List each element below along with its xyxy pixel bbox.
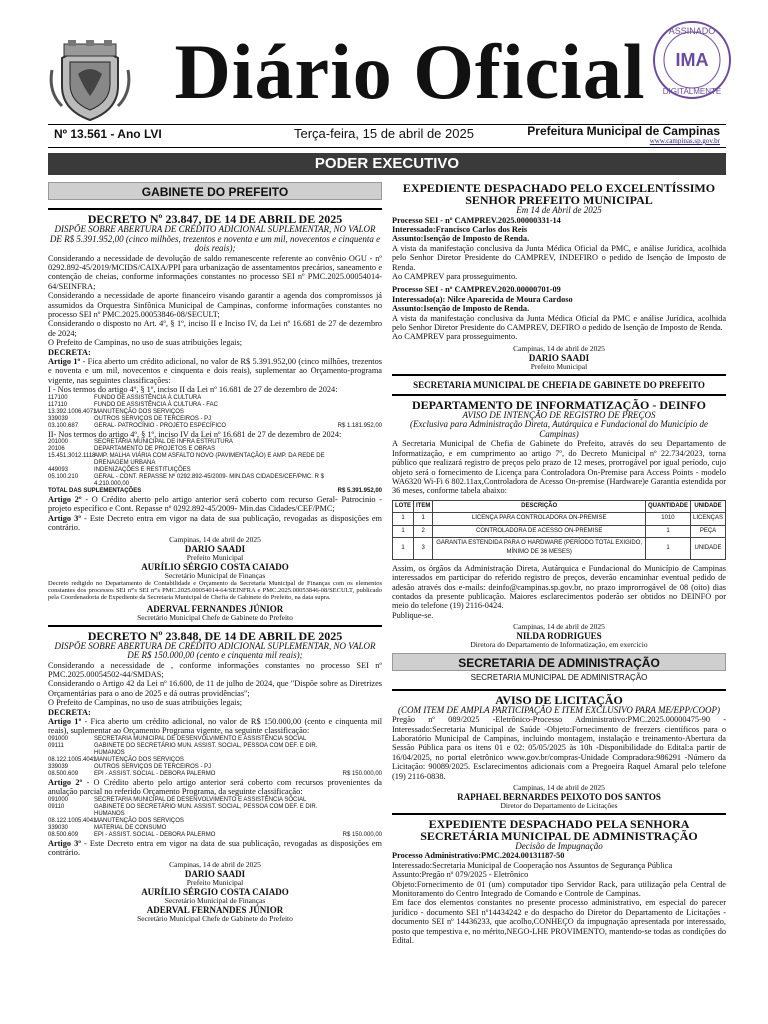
executive-power-banner: PODER EXECUTIVO xyxy=(48,153,726,175)
deinfo-paragraph: A Secretaria Municipal de Chefia de Gabinete do Prefeito, através do seu Departamento de Informatização, e em cumprimento ao artigo 7º, do Decreto Municipal nº 22.734/2023, torna público que realizará registro de preços pelo prazo de 12 meses, prorrogável por igual período, cujo objeto será o fornecimento de Licença para Controladora On-Premise para Access Points - modelo WA6320 Wi-Fi 6 802.11ax,Controladora de Acesso On-premise (Hardware)e Garantia estendida por 36 meses, conforme tabela abaixo: xyxy=(392,439,726,496)
classification-code: 117100 xyxy=(48,394,68,401)
classification-val xyxy=(326,409,382,416)
process-number: Processo SEI - nº CAMPREV.2025.00000331-14 xyxy=(392,215,561,225)
decree-1-paragraph: O Prefeito de Campinas, no uso de suas atribuições legais; xyxy=(48,338,243,348)
table-header-quantity: QUANTIDADE xyxy=(645,500,690,512)
classification-val xyxy=(326,467,382,474)
left-column xyxy=(48,182,382,923)
decree-2-article-2 xyxy=(48,778,382,797)
classification-code: 339039 xyxy=(48,415,69,422)
article-label: Artigo 1º xyxy=(48,717,82,727)
classification-desc: DEPARTAMENTO DE PROJETOS E OBRAS xyxy=(94,446,216,452)
classification-row xyxy=(48,832,382,839)
classification-row xyxy=(48,797,382,804)
classification-val xyxy=(326,402,382,409)
right-column xyxy=(392,182,726,946)
table-cell: LICENÇAS xyxy=(690,513,725,525)
classification-desc: OUTROS SERVIÇOS DE TERCEIROS - PJ xyxy=(94,763,212,770)
classification-row xyxy=(48,757,382,764)
section-subheader-administracao: SECRETARIA MUNICIPAL DE ADMINISTRAÇÃO xyxy=(470,673,648,683)
classification-row xyxy=(48,743,382,757)
table-cell: CONTROLADORA DE ACESSO ON-PREMISE xyxy=(433,525,646,537)
classification-desc: GABINETE DO SECRETÁRIO MUN. ASSIST. SOCIAL, PESSOA COM DEF. E DIR. HUMANOS xyxy=(94,742,318,756)
signatory-role: Secretário Municipal de Finanças xyxy=(164,570,266,580)
classification-desc: GERAL - CONT. REPASSE Nº 0292.892-45/2009- MIN.DAS CIDADES/CEF/PMC. R $ 4.210.000,00 xyxy=(94,474,324,487)
city-crest-icon xyxy=(48,40,132,122)
process-interested: Interessado:Francisco Carlos dos Reis xyxy=(392,224,528,234)
process-subject: Assunto:Isenção de Imposto de Renda. xyxy=(392,234,530,244)
classification-val xyxy=(326,743,382,757)
signatory-role: Secretário Municipal Chefe de Gabinete do Prefeito xyxy=(137,913,293,923)
decree-2-signatures xyxy=(48,861,382,923)
table-row xyxy=(393,513,726,525)
classification-row xyxy=(48,474,382,488)
signatory-name: DARIO SAADI xyxy=(184,868,246,879)
process-interested: Interessado:Secretaria Municipal de Cooperação nos Assuntos de Segurança Pública xyxy=(392,860,673,870)
signatory-role: Secretário Municipal Chefe de Gabinete do Prefeito xyxy=(137,612,293,622)
classification-val xyxy=(326,439,382,446)
decree-2-paragraph: Considerando o Artigo 42 da Lei nº 16.600, de 11 de julho de 2024, que "Dispõe sobre as Diretrizes Orçamentárias para o ano de 2025 e dá outras providências"; xyxy=(48,679,382,698)
deinfo-subtitle: AVISO DE INTENÇÃO DE REGISTRO DE PREÇOS xyxy=(462,409,656,420)
decree-1-classification-table-2 xyxy=(48,439,382,488)
signatory-name: ADERVAL FERNANDES JÚNIOR xyxy=(146,603,284,614)
signatory-role: Secretário Municipal de Finanças xyxy=(164,895,266,905)
table-cell: 1 xyxy=(645,525,690,537)
article-label: Artigo 2º xyxy=(48,495,82,504)
process-end: Ao CAMPREV para prosseguimento. xyxy=(392,271,518,281)
table-cell: 1010 xyxy=(645,513,690,525)
classification-row xyxy=(48,771,382,778)
publisher-url[interactable]: www.campinas.sp.gov.br xyxy=(649,137,720,145)
decree-2-title: DECRETO Nº 23.848, DE 14 DE ABRIL DE 2025 xyxy=(87,628,343,643)
divider xyxy=(392,813,726,815)
table-header-item: ITEM xyxy=(414,500,433,512)
process-end: Ao CAMPREV para prosseguimento. xyxy=(392,332,518,342)
process-text: Em face dos elementos constantes no presente processo administrativo, em especial do parecer jurídico - documento SEI nº14434242 e do despacho do Diretor do Departamento de Licitações - documento SEI nº 14436233, que acolho,CONHEÇO da impugnação apresentada por interessado, posto que tempestiva e, no mérito,NEGO-LHE PROVIMENTO, mantendo-se todas as condições do Edital. xyxy=(392,898,726,946)
classification-val xyxy=(326,446,382,453)
signatory-role: Diretor do Departamento de Licitações xyxy=(500,800,618,810)
classification-desc: EPI - ASSIST. SOCIAL - DEBORA PALERMO xyxy=(94,831,216,838)
classification-code: 339030 xyxy=(48,824,69,831)
decree-1-article-1 xyxy=(48,357,382,385)
classification-code: 449093 xyxy=(48,467,69,473)
aviso-title: AVISO DE LICITAÇÃO xyxy=(495,692,623,707)
classification-code: 091000 xyxy=(48,735,69,742)
article-text: - Fica aberto um crédito adicional, no valor de R$ 150.000,00 (cento e cinquenta mil reais), suplementar ao Orçamento Programa vigente, na seguinte classificação: xyxy=(48,717,382,736)
classification-desc: GABINETE DO SECRETÁRIO MUN. ASSIST. SOCIAL, PESSOA COM DEF. E DIR. HUMANOS xyxy=(94,803,318,817)
classification-val xyxy=(326,395,382,402)
decree-1-paragraph: Considerando o disposto no Art. 4º, § 1º, inciso II e Inciso IV, da Lei nº 16.681 de 27 de dezembro de 2024; xyxy=(48,319,382,338)
digital-signature-seal-icon xyxy=(650,18,734,102)
signatory-name: AURÍLIO SÉRGIO COSTA CAIADO xyxy=(141,561,289,572)
table-cell: 2 xyxy=(414,525,433,537)
signatory-name: NILDA RODRIGUES xyxy=(516,631,602,642)
classification-val: R$ 150.000,00 xyxy=(342,831,382,838)
classification-row xyxy=(48,736,382,743)
decree-2-paragraph: Considerando a necessidade de , conforme informações constantes no processo SEI nº PMC.2025.00054502-44/SMDAS; xyxy=(48,660,382,680)
classification-desc: SECRETARIA MUNICIPAL DE DESENVOLVIMENTO E ASSISTÊNCIA SOCIAL xyxy=(94,796,307,803)
classification-code: 08.500.609 xyxy=(48,831,79,838)
classification-val xyxy=(326,818,382,825)
classification-row xyxy=(48,825,382,832)
table-cell: 1 xyxy=(393,525,414,537)
masthead-info-bar xyxy=(48,124,726,148)
svg-text:ASSINADO: ASSINADO xyxy=(668,26,716,36)
deinfo-publish: Publique-se. xyxy=(392,610,434,620)
decree-2-article-1 xyxy=(48,717,382,736)
classification-val: R$ 1.181.952,00 xyxy=(337,422,382,429)
signatory-role: Diretora do Departamento de Informatização, em exercício xyxy=(470,640,648,650)
classification-row xyxy=(48,818,382,825)
process-text: A vista da manifestação conclusiva da Junta Médica Oficial da PMC, e análise Jurídica, acolhida pelo Senhor Diretor Presidente do CAMPREV, INDEFIRO o pedido de Isenção de Imposto de Renda. xyxy=(392,243,726,272)
newspaper-title: Diário Oficial xyxy=(174,28,646,115)
classification-row xyxy=(48,467,382,474)
table-cell: 1 xyxy=(645,537,690,559)
classification-code: 117110 xyxy=(48,401,68,408)
table-header-description: DESCRIÇÃO xyxy=(433,500,646,512)
signature-place-date: Campinas, 14 de abril de 2025 xyxy=(513,343,605,353)
article-text: - Este Decreto entra em vigor na data de sua publicação, revogadas as disposições em contrário. xyxy=(48,838,383,858)
expedient-secretaria-title: EXPEDIENTE DESPACHADO PELA SENHORA SECRETÁRIA MUNICIPAL DE ADMINISTRAÇÃO xyxy=(420,816,698,843)
table-header-unit: UNIDADE xyxy=(690,500,725,512)
publisher-name: Prefeitura Municipal de Campinas xyxy=(527,124,720,138)
article-text: - Fica aberto um crédito adicional, no valor de R$ 5.391.952,00 (cinco milhões, trezentos e noventa e um mil, novecentos e cinquenta e dois reais), suplementar ao Orçamento-programa vigente, nas seguintes classificações: xyxy=(48,356,382,385)
signatory-name: DARIO SAADI xyxy=(528,352,590,363)
article-text: - O Crédito aberto pelo artigo anterior será coberto com recursos provenientes da anulação parcial no referido Orçamento Programa, da seguinte classificação: xyxy=(48,777,382,797)
signatory-name: DARIO SAADI xyxy=(184,543,246,554)
publication-date: Terça-feira, 15 de abril de 2025 xyxy=(294,126,474,141)
classification-row xyxy=(48,409,382,416)
classification-code: 08.122.1005.4041 xyxy=(48,817,97,824)
table-cell: LICENÇA PARA CONTROLADORA ON-PREMISE xyxy=(433,513,646,525)
svg-text:DIGITALMENTE: DIGITALMENTE xyxy=(662,87,722,96)
signatory-role: Prefeito Municipal xyxy=(186,552,244,562)
classification-val xyxy=(326,764,382,771)
expedient-prefeito-date: Em 14 de Abril de 2025 xyxy=(516,205,602,215)
expedient-prefeito-title: EXPEDIENTE DESPACHADO PELO EXCELENTÍSSIMO SENHOR PREFEITO MUNICIPAL xyxy=(402,181,716,207)
decree-1-subtitle: DISPÕE SOBRE ABERTURA DE CRÉDITO ADICIONAL SUPLEMENTAR, NO VALOR DE R$ 5.391.952,00 (cinco milhões, trezentos e noventa e um mil, novecentos e cinquenta e dois reais); xyxy=(49,224,381,253)
signature-place-date: Campinas, 14 de abril de 2025 xyxy=(513,622,605,632)
masthead xyxy=(0,0,768,150)
deinfo-signature xyxy=(392,623,726,649)
classification-desc: FUNDO DE ASSISTÊNCIA À CULTURA xyxy=(94,394,202,401)
decree-1-item-1: I - Nos termos do artigo 4º, § 1º, inciso II da Lei nº 16.681 de 27 de dezembro de 2024: xyxy=(48,385,338,395)
process-interested: Interessado(a): Nilce Aparecida de Moura Cardoso xyxy=(392,294,573,304)
table-cell: 1 xyxy=(393,537,414,559)
decree-1-total-row xyxy=(48,488,382,495)
section-header-gabinete: GABINETE DO PREFEITO xyxy=(48,182,382,200)
classification-desc: SECRETARIA MUNICIPAL DE DESENVOLVIMENTO E ASSISTÊNCIA SOCIAL xyxy=(94,735,307,742)
classification-row xyxy=(48,439,382,446)
aviso-signature xyxy=(392,784,726,810)
classification-desc: MANUTENÇÃO DOS SERVIÇOS xyxy=(94,817,184,824)
classification-desc: MATERIAL DE CONSUMO xyxy=(94,824,167,831)
article-label: Artigo 2º xyxy=(48,777,83,787)
process-number: Processo SEI - nº CAMPREV.2020.00000701-09 xyxy=(392,285,561,295)
classification-row xyxy=(48,395,382,402)
decree-2-subtitle: DISPÕE SOBRE ABERTURA DE CRÉDITO ADICIONAL SUPLEMENTAR, NO VALOR DE R$ 150.000,00 (cento e cinquenta mil reais); xyxy=(54,640,376,661)
edition-number: Nº 13.561 - Ano LVI xyxy=(54,127,162,141)
decree-1-paragraph: Considerando a necessidade de devolução de saldo remanescente referente ao convênio OGU - nº 0292.892-45/2019/MCIDS/CAIXA/PPI para urbanização de assentamentos precários, saneamento e contenção de cheias, conforme informações constantes no processo SEI nº PMC.2025.00054014-64/SEINFRA; xyxy=(48,253,382,291)
article-text: - O Crédito aberto pelo artigo anterior será coberto com recurso Geral- Patrocinio - projeto específico e Cont. Repasse nº 0292.892-45/2009- Min.das Cidades/CEF/PMC; xyxy=(48,495,382,514)
article-text: - Este Decreto entra em vigor na data de sua publicação, revogadas as disposições em contrário. xyxy=(48,513,383,533)
table-cell: GARANTIA ESTENDIDA PARA O HARDWARE (PERÍODO TOTAL EXIGIDO, MÍNIMO DE 36 MESES) xyxy=(433,537,646,559)
expedient-secretaria-subtitle: Decisão de Impugnação xyxy=(515,840,603,851)
decree-2-paragraph: O Prefeito de Campinas, no uso de suas atribuições legais; xyxy=(48,698,243,708)
process-text: A vista da manifestação conclusiva da Junta Médica Oficial da PMC e análise Jurídica, acolhida pelo Senhor Diretor Presidente do CAMPREV, DEFIRO o pedido de Isenção de Imposto de Renda. xyxy=(392,313,726,332)
classification-val xyxy=(326,804,382,818)
table-header-row xyxy=(393,500,726,512)
section-header-administracao: SECRETARIA DE ADMINISTRAÇÃO xyxy=(392,653,726,671)
svg-text:IMA: IMA xyxy=(675,50,709,70)
deinfo-subtitle-2: (Exclusiva para Administração Direta, Autárquica e Fundacional do Município de Campinas) xyxy=(410,419,708,439)
classification-code: 339039 xyxy=(48,763,69,770)
classification-val xyxy=(326,416,382,423)
signature-place-date: Campinas, 14 de abril de 2025 xyxy=(169,534,261,544)
classification-code: 20106 xyxy=(48,446,65,452)
classification-row xyxy=(48,453,382,467)
classification-desc: MANUTENÇÃO DOS SERVIÇOS xyxy=(94,756,184,763)
process-subject: Assunto:Pregão nº 079/2025 - Eletrônico xyxy=(392,870,529,880)
classification-code: 05.100.210 xyxy=(48,474,79,480)
classification-val: R$ 150.000,00 xyxy=(342,770,382,777)
classification-desc: INDENIZAÇÕES E RESTITUIÇÕES xyxy=(94,467,191,473)
classification-val xyxy=(326,453,382,467)
signature-place-date: Campinas, 14 de abril de 2025 xyxy=(169,859,261,869)
classification-desc: OUTROS SERVIÇOS DE TERCEIROS - PJ xyxy=(94,415,212,422)
classification-row xyxy=(48,423,382,430)
signatory-role: Prefeito Municipal xyxy=(186,877,244,887)
decree-1-chief-signature xyxy=(48,604,382,622)
article-label: Artigo 3º xyxy=(48,838,81,848)
divider xyxy=(392,689,726,691)
divider xyxy=(48,625,382,627)
decree-2-article-3 xyxy=(48,839,382,858)
classification-code: 08.122.1005.4041 xyxy=(48,756,97,763)
signatory-name: RAPHAEL BERNARDES PEIXOTO DOS SANTOS xyxy=(457,791,661,802)
signatory-name: AURÍLIO SÉRGIO COSTA CAIADO xyxy=(141,886,289,897)
classification-val xyxy=(326,825,382,832)
classification-desc: SECRETARIA MUNICIPAL DE INFRA ESTRUTURA xyxy=(94,439,233,445)
signatory-role: Prefeito Municipal xyxy=(530,361,588,371)
decree-1-title: DECRETO Nº 23.847, DE 14 DE ABRIL DE 2025 xyxy=(87,212,343,226)
decree-1-note: Decreto redigido no Departamento de Contabilidade e Orçamento da Secretaria Municipal de Finanças com os elementos constantes dos processos SEI nº's SEI nº's PMC.2025.00054014-64/SEINFRA e PMC.2025.00053846-08/SECULT, publicado pela Coordenadoria de Expediente da Secretaria Municipal de Chefia de Gabinete do Prefeito, na data supra. xyxy=(48,579,382,601)
decree-1-decreta: DECRETA: xyxy=(48,347,91,357)
classification-val xyxy=(326,797,382,804)
aviso-text: Pregão nº 089/2025 -Eletrônico-Processo Administrativo:PMC.2025.00000475-90 -Interessado:Secretaria Municipal de Saúde -Objeto:Fornecimento de freezers científicos para o Laboratório Municipal de Campinas, incluindo montagem, instalação e treinamento-Abertura da Sessão Pública para os itens 01 e 02: 05/05/2025 às 10h -Disponibilidade do Edital:a partir de 16/04/2025, no portal eletrônico www.gov.br/compras-Unidade Compradora:986291 -Número da Licitação: 90089/2025. Esclarecimentos adicionais com a Pregoeira Raquel Amaral pelo telefone (19) 2116-0838. xyxy=(392,715,726,781)
classification-code: 15.451.3012.1118 xyxy=(48,453,96,459)
decree-1-item-2: II- Nos termos do artigo 4º, § 1º, inciso IV da Lei nº 16.681 de 27 de dezembro de 2024: xyxy=(48,429,342,439)
classification-desc: GERAL- PATROCÍNIO - PROJETO ESPECÍFICO xyxy=(94,422,227,429)
article-label: Artigo 1º xyxy=(48,356,81,366)
classification-code: 03.100.687 xyxy=(48,422,79,429)
section-chefia-gabinete: SECRETARIA MUNICIPAL DE CHEFIA DE GABINETE DO PREFEITO xyxy=(413,379,705,390)
classification-desc: MANUTENÇÃO DOS SERVIÇOS xyxy=(94,408,184,415)
table-cell: 3 xyxy=(414,537,433,559)
signature-place-date: Campinas, 14 de abril de 2025 xyxy=(513,782,605,792)
process-object: Objeto:Fornecimento de 01 (um) computador tipo Servidor Rack, para utilização pela Central de Monitoramento do Centro Integrado de Comando e Controle de Campinas. xyxy=(392,879,726,899)
table-header-lote: LOTE xyxy=(393,500,414,512)
decree-1-article-2 xyxy=(48,495,382,514)
deinfo-items-table xyxy=(392,500,726,560)
decree-2-classification-table-1 xyxy=(48,736,382,778)
signatory-name: ADERVAL FERNANDES JÚNIOR xyxy=(146,904,284,915)
classification-desc: FUNDO DE ASSISTÊNCIA À CULTURA - FAC xyxy=(94,401,218,408)
table-cell: 1 xyxy=(393,513,414,525)
process-number: Processo Administrativo:PMC.2024.00131187-50 xyxy=(392,851,565,861)
classification-row xyxy=(48,416,382,423)
deinfo-title: DEPARTAMENTO DE INFORMATIZAÇÃO - DEINFO xyxy=(411,397,707,412)
decree-2-decreta: DECRETA: xyxy=(48,707,91,717)
decree-2-classification-table-2 xyxy=(48,797,382,839)
classification-code: 091000 xyxy=(48,796,69,803)
classification-code: 201000 xyxy=(48,439,69,445)
table-cell: UNIDADE xyxy=(690,537,725,559)
expedient-prefeito-signature xyxy=(392,345,726,371)
classification-val xyxy=(326,736,382,743)
classification-val xyxy=(326,474,382,488)
total-label: TOTAL DAS SUPLEMENTAÇÕES xyxy=(48,488,142,494)
table-cell: PEÇA xyxy=(690,525,725,537)
table-row xyxy=(393,537,726,559)
article-label: Artigo 3º xyxy=(48,513,81,523)
table-cell: 1 xyxy=(414,513,433,525)
decree-1-classification-table-1 xyxy=(48,395,382,430)
aviso-subtitle: (COM ITEM DE AMPLA PARTICIPAÇÃO E ITEM EXCLUSIVO PARA ME/EPP/COOP) xyxy=(398,704,720,715)
classification-desc: EPI - ASSIST. SOCIAL - DEBORA PALERMO xyxy=(94,770,216,777)
divider xyxy=(48,208,382,210)
total-value: R$ 5.391.952,00 xyxy=(337,488,382,494)
classification-row xyxy=(48,446,382,453)
classification-code: 08.500.609 xyxy=(48,770,79,777)
decree-1-article-3 xyxy=(48,514,382,533)
classification-row xyxy=(48,402,382,409)
classification-code: 09110 xyxy=(48,803,65,810)
classification-val xyxy=(326,757,382,764)
deinfo-paragraph: Assim, os órgãos da Administração Direta, Autárquica e Fundacional do Município de Campinas interessados em participar do referido registro de preços, deverão encaminhar eventual pedido de adesão através dos e-mails: deinfo@campinas.sp.gov.br, no prazo improrrogável de 08 (oito) dias contados da presente publicação. Maiores esclarecimentos poderão ser obtidos no DEINFO por meio do telefone (19) 2116-0424. xyxy=(392,563,726,611)
decree-1-signatures xyxy=(48,536,382,580)
decree-1-paragraph: Considerando a necessidade de aporte financeiro visando garantir a agenda dos compromissos já assumidos da Orquestra Sinfônica Municipal de Campinas, conforme informações constantes no processo SEI nº PMC.2025.00053846-08/SECULT; xyxy=(48,291,382,319)
classification-code: 09111 xyxy=(48,742,64,749)
divider xyxy=(392,394,726,396)
divider xyxy=(392,374,726,376)
table-row xyxy=(393,525,726,537)
classification-desc: AMP. MALHA VIÁRIA COM ASFALTO NOVO (PAVIMENTAÇÃO) E AMP. DA REDE DE DRENAGEM URBANA xyxy=(94,453,325,466)
classification-code: 13.392.1006.4071 xyxy=(48,408,97,415)
classification-row xyxy=(48,804,382,818)
classification-row xyxy=(48,764,382,771)
process-subject: Assunto:Isenção de Imposto de Renda. xyxy=(392,304,530,314)
